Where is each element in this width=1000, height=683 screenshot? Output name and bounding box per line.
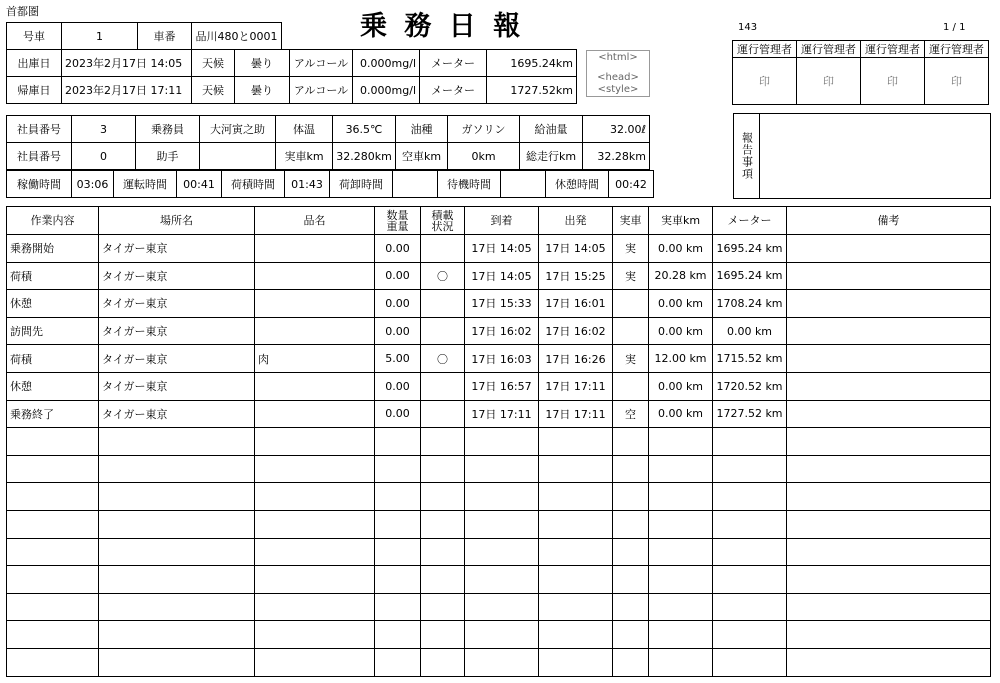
log-depart-cell: 17日 16:02: [539, 317, 613, 345]
vehicle-date-rows: [6, 49, 577, 104]
log-load-cell: 〇: [421, 345, 465, 373]
log-item-cell: [255, 510, 375, 538]
log-depart-cell: [539, 566, 613, 594]
operating-label: 稼働時間: [7, 171, 72, 198]
log-status-cell: [613, 455, 649, 483]
log-status-cell: [613, 566, 649, 594]
approval-label-2: 運行管理者: [797, 41, 861, 58]
log-item-cell: [255, 400, 375, 428]
header-status: 実車: [613, 207, 649, 235]
empty-table-row[interactable]: [7, 593, 991, 621]
approval-stamp-4[interactable]: 印: [925, 58, 989, 105]
temp-label: 体温: [276, 116, 333, 143]
loading-label: 荷積時間: [222, 171, 285, 198]
log-depart-cell: [539, 483, 613, 511]
approval-label-1: 運行管理者: [733, 41, 797, 58]
plate-value: 品川480と0001: [192, 23, 282, 50]
alcohol-in-value: 0.000mg/l: [353, 77, 420, 104]
total-km-value: 32.28km: [583, 143, 650, 170]
log-load-cell: [421, 290, 465, 318]
driving-label: 運転時間: [114, 171, 177, 198]
placeholder-html: <html>: [598, 52, 638, 63]
log-load-cell: [421, 428, 465, 456]
unloading-value: [393, 171, 438, 198]
meter-out-value: 1695.24km: [487, 50, 577, 77]
empty-table-row[interactable]: [7, 538, 991, 566]
log-km-cell: [649, 566, 713, 594]
log-meter-cell: [713, 455, 787, 483]
approval-stamp-3[interactable]: 印: [861, 58, 925, 105]
log-note-cell: [787, 290, 991, 318]
region-label: 首都圏: [6, 5, 39, 18]
log-place-cell: タイガー東京: [99, 235, 255, 263]
header-depart: 出発: [539, 207, 613, 235]
log-status-cell: [613, 538, 649, 566]
log-place-cell: タイガー東京: [99, 372, 255, 400]
log-km-cell: [649, 510, 713, 538]
header-arrive: 到着: [465, 207, 539, 235]
log-km-cell: [649, 483, 713, 511]
log-status-cell: [613, 593, 649, 621]
emp-no-value-2: 0: [72, 143, 136, 170]
empty-table-row[interactable]: [7, 566, 991, 594]
log-km-cell: 0.00 km: [649, 317, 713, 345]
doc-number: 143: [738, 22, 758, 33]
log-note-cell: [787, 400, 991, 428]
log-arrive-cell: [465, 455, 539, 483]
log-depart-cell: [539, 593, 613, 621]
log-work-cell: [7, 483, 99, 511]
approval-stamp-2[interactable]: 印: [797, 58, 861, 105]
log-place-cell: [99, 621, 255, 649]
log-depart-cell: [539, 510, 613, 538]
weather-out-value: 曇り: [235, 50, 290, 77]
log-note-cell: [787, 262, 991, 290]
log-status-cell: 実: [613, 345, 649, 373]
log-work-cell: [7, 566, 99, 594]
header-qty: [375, 207, 421, 235]
log-note-cell: [787, 317, 991, 345]
approval-label-4: 運行管理者: [925, 41, 989, 58]
emp-no-label-1: 社員番号: [7, 116, 72, 143]
log-km-cell: [649, 621, 713, 649]
alcohol-out-value: 0.000mg/l: [353, 50, 420, 77]
driver-label: 乗務員: [136, 116, 200, 143]
crew-table: [6, 115, 650, 170]
log-meter-cell: 1708.24 km: [713, 290, 787, 318]
table-row[interactable]: [7, 345, 991, 373]
log-qty-cell: [375, 538, 421, 566]
log-depart-cell: [539, 621, 613, 649]
log-work-cell: [7, 621, 99, 649]
log-load-cell: [421, 648, 465, 676]
log-place-cell: [99, 428, 255, 456]
log-arrive-cell: [465, 621, 539, 649]
empty-table-row[interactable]: [7, 455, 991, 483]
page-indicator: 1 / 1: [943, 22, 966, 33]
log-item-cell: [255, 455, 375, 483]
log-work-cell: 訪問先: [7, 317, 99, 345]
log-arrive-cell: 17日 15:33: [465, 290, 539, 318]
log-work-cell: [7, 428, 99, 456]
header-qty-line1: 数量: [386, 208, 409, 222]
log-km-cell: [649, 593, 713, 621]
log-meter-cell: [713, 621, 787, 649]
log-place-cell: タイガー東京: [99, 290, 255, 318]
log-status-cell: [613, 648, 649, 676]
log-meter-cell: 0.00 km: [713, 317, 787, 345]
log-work-cell: 乗務開始: [7, 235, 99, 263]
table-row[interactable]: [7, 317, 991, 345]
log-meter-cell: 1727.52 km: [713, 400, 787, 428]
log-place-cell: タイガー東京: [99, 400, 255, 428]
log-meter-cell: 1695.24 km: [713, 262, 787, 290]
log-arrive-cell: [465, 566, 539, 594]
log-qty-cell: 5.00: [375, 345, 421, 373]
total-km-label: 総走行km: [520, 143, 583, 170]
log-work-cell: [7, 455, 99, 483]
table-row[interactable]: [7, 262, 991, 290]
page-title: 乗 務 日 報: [360, 11, 525, 42]
log-table: [6, 206, 991, 677]
log-km-cell: 12.00 km: [649, 345, 713, 373]
log-item-cell: [255, 648, 375, 676]
alcohol-label-in: アルコール: [290, 77, 353, 104]
log-work-cell: 休憩: [7, 372, 99, 400]
log-depart-cell: 17日 17:11: [539, 372, 613, 400]
meter-in-value: 1727.52km: [487, 77, 577, 104]
approval-label-3: 運行管理者: [861, 41, 925, 58]
log-body: [7, 235, 991, 677]
log-load-cell: [421, 317, 465, 345]
log-arrive-cell: [465, 538, 539, 566]
log-arrive-cell: [465, 510, 539, 538]
log-item-cell: [255, 593, 375, 621]
emp-no-label-2: 社員番号: [7, 143, 72, 170]
log-item-cell: [255, 235, 375, 263]
driving-value: 00:41: [177, 171, 222, 198]
fuel-amount-label: 給油量: [520, 116, 583, 143]
log-load-cell: [421, 455, 465, 483]
log-depart-cell: 17日 14:05: [539, 235, 613, 263]
log-depart-cell: [539, 538, 613, 566]
log-status-cell: 空: [613, 400, 649, 428]
meter-label-in: メーター: [420, 77, 487, 104]
log-place-cell: タイガー東京: [99, 262, 255, 290]
log-qty-cell: [375, 428, 421, 456]
log-meter-cell: 1695.24 km: [713, 235, 787, 263]
approval-stamp-1[interactable]: 印: [733, 58, 797, 105]
log-item-cell: [255, 372, 375, 400]
log-work-cell: [7, 538, 99, 566]
real-km-label: 実車km: [276, 143, 333, 170]
log-km-cell: 0.00 km: [649, 235, 713, 263]
car-no-label: 号車: [7, 23, 62, 50]
log-item-cell: [255, 317, 375, 345]
in-date-value: 2023年2月17日 17:11: [62, 77, 192, 104]
log-meter-cell: [713, 428, 787, 456]
log-depart-cell: 17日 15:25: [539, 262, 613, 290]
weather-in-value: 曇り: [235, 77, 290, 104]
placeholder-box: [586, 50, 650, 97]
empty-km-label: 空車km: [396, 143, 448, 170]
rest-value: 00:42: [609, 171, 654, 198]
log-load-cell: [421, 235, 465, 263]
log-qty-cell: [375, 566, 421, 594]
log-depart-cell: 17日 17:11: [539, 400, 613, 428]
log-item-cell: [255, 621, 375, 649]
log-arrive-cell: [465, 593, 539, 621]
log-note-cell: [787, 593, 991, 621]
header-item: 品名: [255, 207, 375, 235]
table-row[interactable]: [7, 235, 991, 263]
log-arrive-cell: [465, 428, 539, 456]
log-arrive-cell: 17日 17:11: [465, 400, 539, 428]
log-work-cell: 乗務終了: [7, 400, 99, 428]
log-depart-cell: [539, 648, 613, 676]
header-load-line1: 積載: [431, 208, 454, 222]
log-place-cell: タイガー東京: [99, 345, 255, 373]
log-qty-cell: [375, 621, 421, 649]
log-qty-cell: 0.00: [375, 262, 421, 290]
log-km-cell: 0.00 km: [649, 400, 713, 428]
empty-km-value: 0km: [448, 143, 520, 170]
log-item-cell: [255, 262, 375, 290]
log-arrive-cell: [465, 648, 539, 676]
header-note: 備考: [787, 207, 991, 235]
log-note-cell: [787, 483, 991, 511]
log-work-cell: [7, 648, 99, 676]
log-arrive-cell: 17日 16:02: [465, 317, 539, 345]
log-note-cell: [787, 538, 991, 566]
in-date-label: 帰庫日: [7, 77, 62, 104]
log-meter-cell: [713, 510, 787, 538]
log-load-cell: [421, 483, 465, 511]
log-status-cell: [613, 290, 649, 318]
car-no-value: 1: [62, 23, 138, 50]
table-row[interactable]: [7, 372, 991, 400]
header-km: 実車km: [649, 207, 713, 235]
log-status-cell: [613, 621, 649, 649]
log-status-cell: [613, 510, 649, 538]
weather-label-out: 天候: [192, 50, 235, 77]
emp-no-value-1: 3: [72, 116, 136, 143]
log-qty-cell: 0.00: [375, 235, 421, 263]
log-status-cell: [613, 317, 649, 345]
out-date-value: 2023年2月17日 14:05: [62, 50, 192, 77]
log-arrive-cell: 17日 16:57: [465, 372, 539, 400]
report-box: [733, 113, 991, 199]
log-qty-cell: [375, 648, 421, 676]
log-depart-cell: 17日 16:01: [539, 290, 613, 318]
log-load-cell: [421, 621, 465, 649]
log-place-cell: [99, 510, 255, 538]
empty-table-row[interactable]: [7, 648, 991, 676]
log-item-cell: [255, 538, 375, 566]
log-note-cell: [787, 566, 991, 594]
log-place-cell: [99, 566, 255, 594]
waiting-value: [501, 171, 546, 198]
log-load-cell: [421, 400, 465, 428]
log-item-cell: [255, 428, 375, 456]
log-arrive-cell: 17日 14:05: [465, 235, 539, 263]
log-item-cell: [255, 290, 375, 318]
log-km-cell: [649, 455, 713, 483]
log-status-cell: [613, 372, 649, 400]
operating-value: 03:06: [72, 171, 114, 198]
log-status-cell: 実: [613, 235, 649, 263]
log-place-cell: タイガー東京: [99, 317, 255, 345]
log-work-cell: 休憩: [7, 290, 99, 318]
header-qty-line2: 重量: [386, 219, 409, 233]
log-meter-cell: [713, 593, 787, 621]
log-note-cell: [787, 428, 991, 456]
log-work-cell: 荷積: [7, 345, 99, 373]
log-note-cell: [787, 510, 991, 538]
report-label: 報告事項: [740, 132, 754, 180]
empty-table-row[interactable]: [7, 621, 991, 649]
log-work-cell: [7, 593, 99, 621]
log-note-cell: [787, 621, 991, 649]
header-meter: メーター: [713, 207, 787, 235]
log-qty-cell: 0.00: [375, 372, 421, 400]
log-place-cell: [99, 483, 255, 511]
log-work-cell: [7, 510, 99, 538]
log-place-cell: [99, 538, 255, 566]
log-qty-cell: [375, 510, 421, 538]
fuel-type-value: ガソリン: [448, 116, 520, 143]
plate-label: 車番: [138, 23, 192, 50]
vehicle-top-row: [6, 22, 282, 50]
log-meter-cell: 1720.52 km: [713, 372, 787, 400]
log-status-cell: 実: [613, 262, 649, 290]
assistant-label: 助手: [136, 143, 200, 170]
assistant-value: [200, 143, 276, 170]
log-load-cell: 〇: [421, 262, 465, 290]
log-qty-cell: [375, 455, 421, 483]
log-load-cell: [421, 538, 465, 566]
log-meter-cell: 1715.52 km: [713, 345, 787, 373]
empty-table-row[interactable]: [7, 510, 991, 538]
log-depart-cell: [539, 428, 613, 456]
log-arrive-cell: [465, 483, 539, 511]
log-qty-cell: [375, 483, 421, 511]
empty-table-row[interactable]: [7, 428, 991, 456]
header-place: 場所名: [99, 207, 255, 235]
driver-value: 大河寅之助: [200, 116, 276, 143]
fuel-type-label: 油種: [396, 116, 448, 143]
log-work-cell: 荷積: [7, 262, 99, 290]
log-place-cell: [99, 648, 255, 676]
log-depart-cell: [539, 455, 613, 483]
log-header-row: [7, 207, 991, 235]
waiting-label: 待機時間: [438, 171, 501, 198]
temp-value: 36.5℃: [333, 116, 396, 143]
real-km-value: 32.280km: [333, 143, 396, 170]
times-table: [6, 170, 654, 198]
loading-value: 01:43: [285, 171, 330, 198]
log-arrive-cell: 17日 14:05: [465, 262, 539, 290]
log-arrive-cell: 17日 16:03: [465, 345, 539, 373]
log-meter-cell: [713, 483, 787, 511]
log-status-cell: [613, 483, 649, 511]
log-note-cell: [787, 372, 991, 400]
header-load: [421, 207, 465, 235]
approval-table: [732, 40, 989, 105]
out-date-label: 出庫日: [7, 50, 62, 77]
log-place-cell: [99, 455, 255, 483]
table-row[interactable]: [7, 290, 991, 318]
log-load-cell: [421, 593, 465, 621]
log-note-cell: [787, 235, 991, 263]
header-load-line2: 状況: [431, 219, 454, 233]
report-label-cell: [734, 114, 760, 198]
log-status-cell: [613, 428, 649, 456]
log-km-cell: 20.28 km: [649, 262, 713, 290]
log-km-cell: [649, 538, 713, 566]
log-item-cell: [255, 483, 375, 511]
log-depart-cell: 17日 16:26: [539, 345, 613, 373]
log-place-cell: [99, 593, 255, 621]
rest-label: 休憩時間: [546, 171, 609, 198]
placeholder-head: <head>: [597, 72, 639, 83]
log-qty-cell: 0.00: [375, 400, 421, 428]
log-item-cell: 肉: [255, 345, 375, 373]
log-note-cell: [787, 455, 991, 483]
unloading-label: 荷卸時間: [330, 171, 393, 198]
log-item-cell: [255, 566, 375, 594]
log-km-cell: [649, 428, 713, 456]
placeholder-style: <style>: [597, 84, 639, 95]
log-km-cell: 0.00 km: [649, 372, 713, 400]
alcohol-label-out: アルコール: [290, 50, 353, 77]
header-work: 作業内容: [7, 207, 99, 235]
log-km-cell: 0.00 km: [649, 290, 713, 318]
log-qty-cell: 0.00: [375, 317, 421, 345]
log-note-cell: [787, 648, 991, 676]
log-qty-cell: 0.00: [375, 290, 421, 318]
log-load-cell: [421, 510, 465, 538]
log-qty-cell: [375, 593, 421, 621]
log-load-cell: [421, 372, 465, 400]
log-meter-cell: [713, 566, 787, 594]
table-row[interactable]: [7, 400, 991, 428]
fuel-amount-value: 32.00ℓ: [583, 116, 650, 143]
meter-label-out: メーター: [420, 50, 487, 77]
log-meter-cell: [713, 538, 787, 566]
log-note-cell: [787, 345, 991, 373]
log-km-cell: [649, 648, 713, 676]
log-meter-cell: [713, 648, 787, 676]
empty-table-row[interactable]: [7, 483, 991, 511]
log-load-cell: [421, 566, 465, 594]
weather-label-in: 天候: [192, 77, 235, 104]
